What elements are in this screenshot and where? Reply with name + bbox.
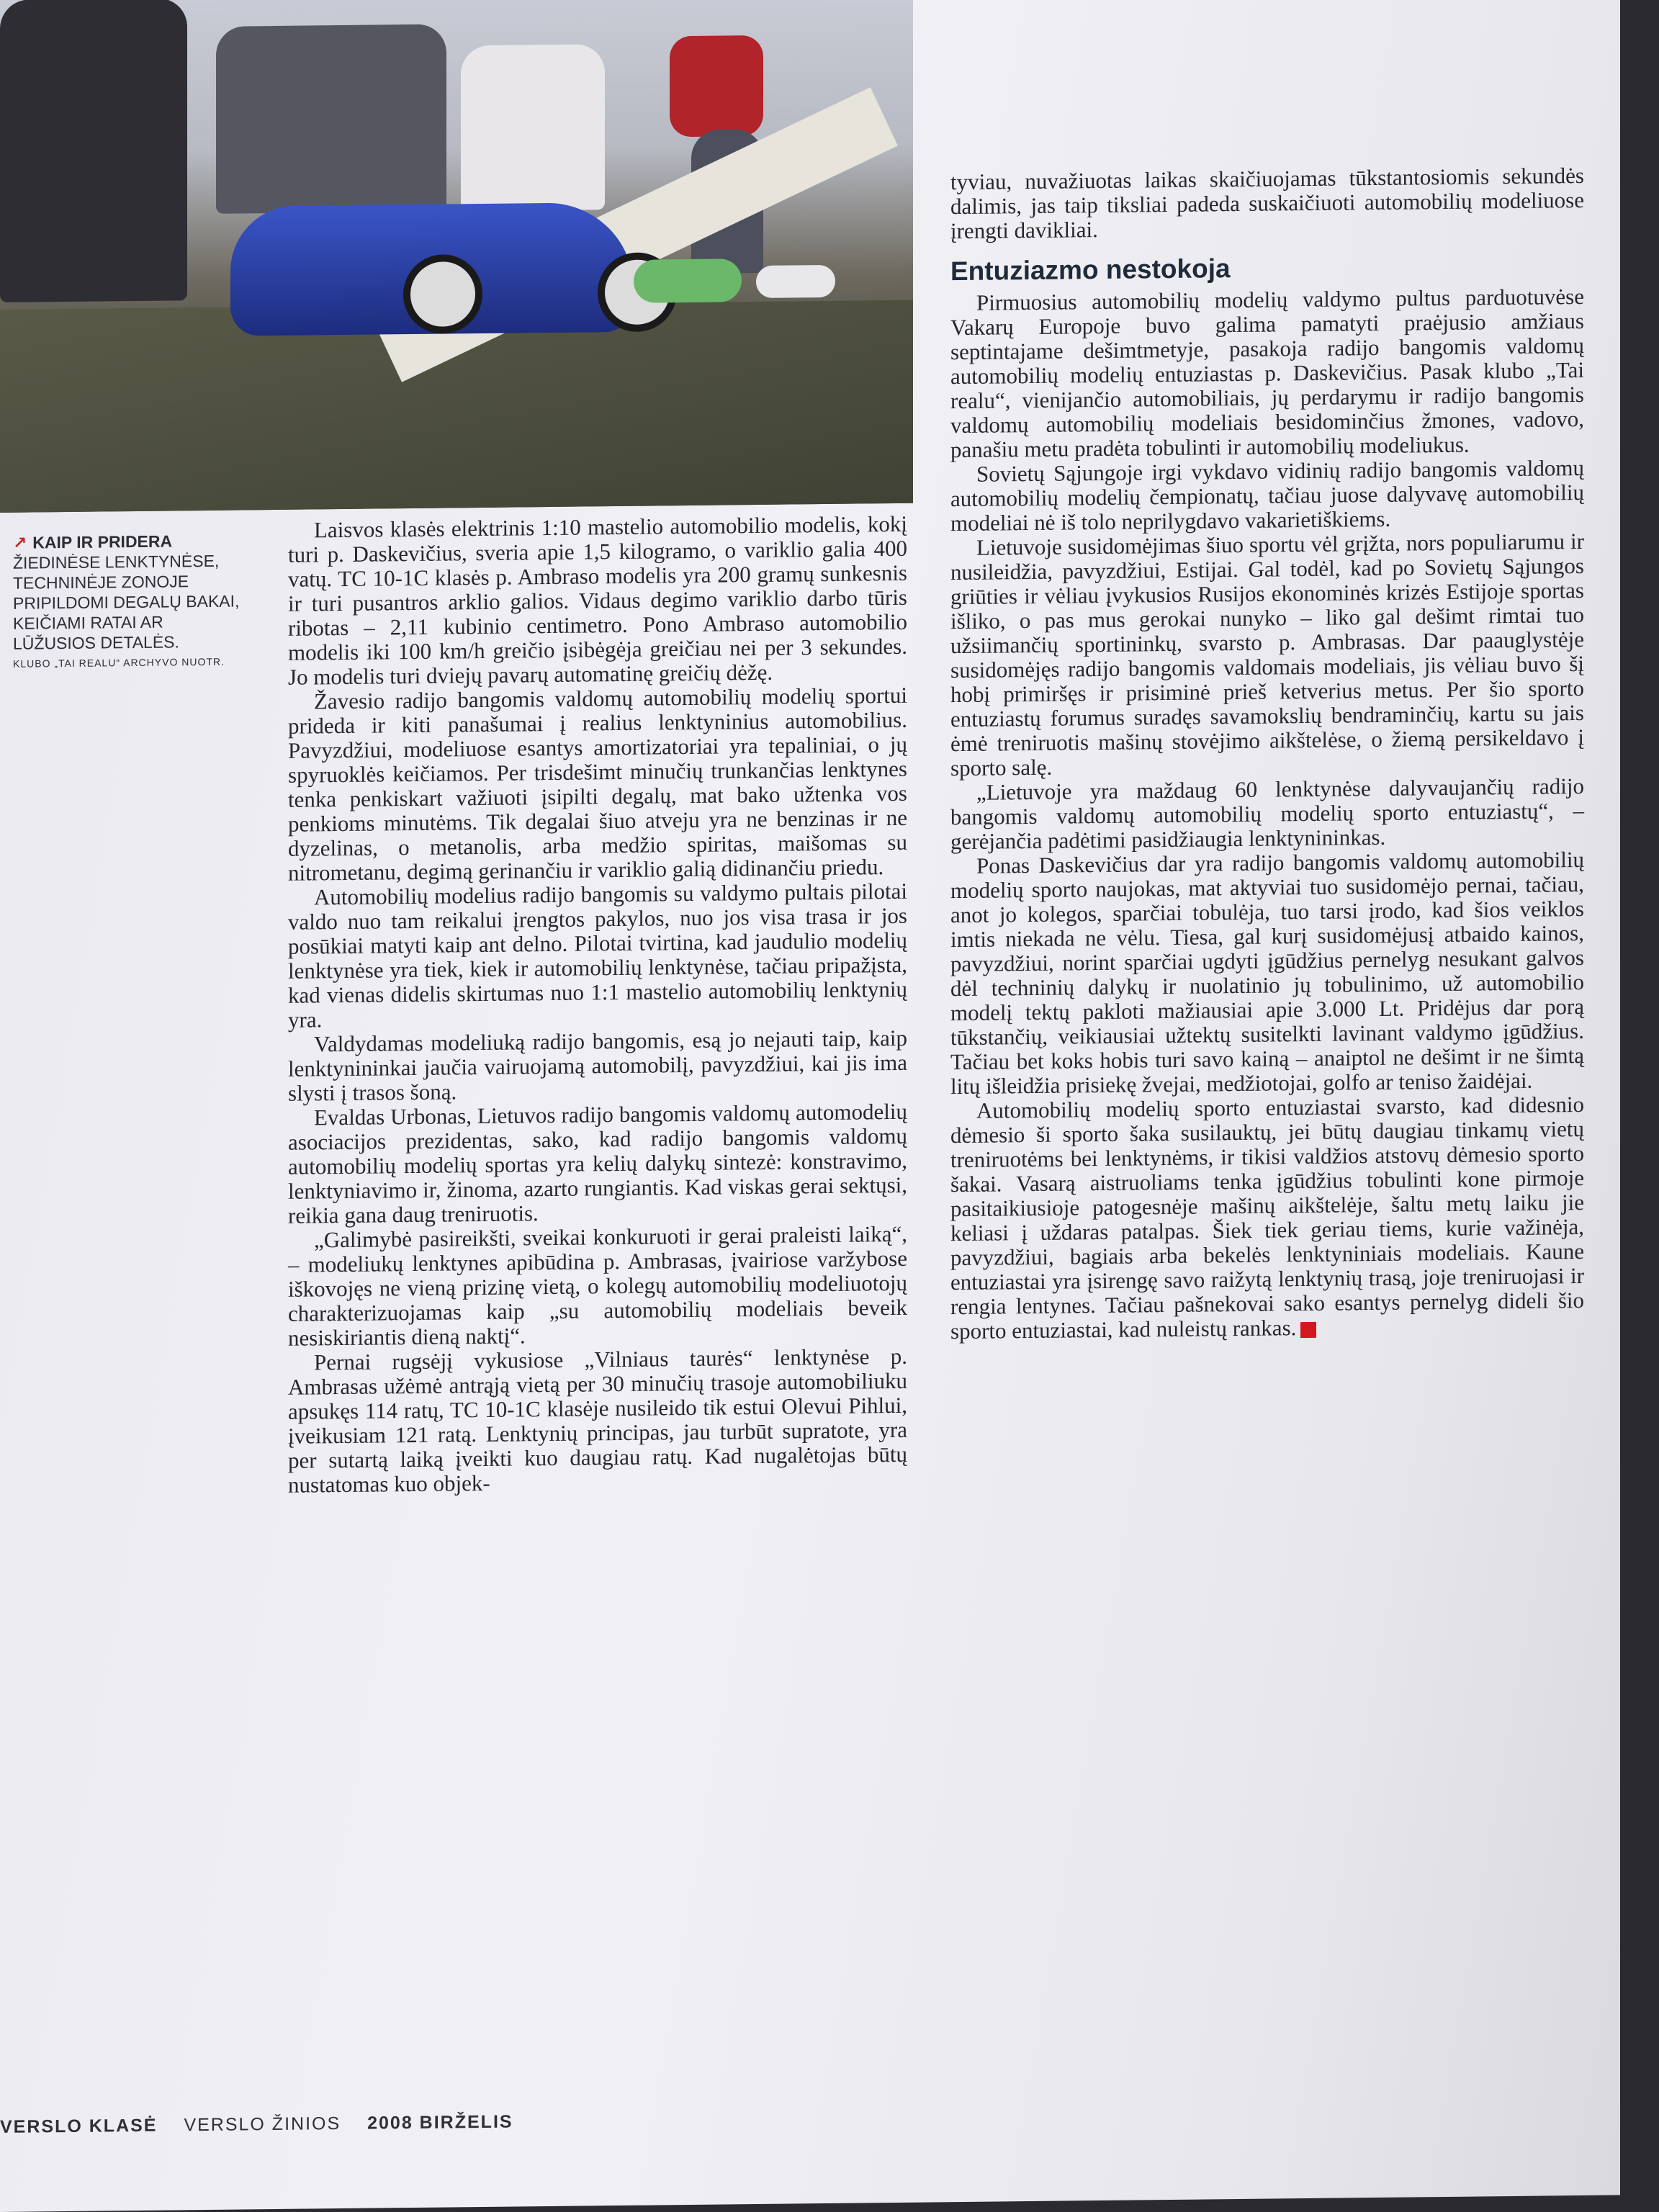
paragraph: Lietuvoje susidomėjimas šiuo sportu vėl grįžta, nors populiarumu ir nusileidžia, pavyzdžiui, Estijai. Gal todėl, kad po Sovietų Sąjungos griūties ir vėliau įvykusios Rusijos ekonominės krizės Estijoje sportas išliko, o pas mus gerokai nunyko – liko gal dešimt rimtai tuo užsiimančių sportininkų, svarsto p. Ambrasas. Dar paauglystėje susidomėjęs radijo bangomis valdomais modeliais, jis vėliau buvo šį hobį primiršęs ir prisiminė prieš ketverius metus. Per šio sporto entuziastų forumus suradęs savamokslių bendraminčių, kartu su jais ėmė treniruotis mašinų stovėjimo aikštelėse, o žiemą persikeldavo į sporto salę. <box>950 528 1584 781</box>
paragraph-continued: tyviau, nuvažiuotas laikas skaičiuojamas tūkstantosiomis sekundės dalimis, jas taip tiksliai padeda suskaičiuoti automobilių modeliuose įrengti davikliai. <box>950 162 1584 244</box>
page-footer <box>0 2110 648 2138</box>
rc-race-photo <box>0 0 913 513</box>
paragraph: Sovietų Sąjungoje irgi vykdavo vidinių radijo bangomis valdomų automobilių modelių čempionatų, tačiau juose dalyvavę automobilių modeliai nė iš tolo neprilygdavo vakarietiškiems. <box>950 454 1584 536</box>
paragraph: Pirmuosius automobilių modelių valdymo pultus parduotuvėse Vakarų Europoje buvo galima pamatyti praėjusio amžiaus septintajame dešimtmetyje, pasakoja radijo bangomis valdomų automobilių modelių entuziastas p. Daskevičius. Pasak klubo „Tai realu“, vienijančio automobiliais, jų perdarymu ir radijo bangomis valdomų automobilių modeliais besidominčius žmones, vadovo, panašiu metu pradėta tobulinti ir automobilių modeliukus. <box>950 283 1584 463</box>
footer-issue: 2008 BIRŽELIS <box>367 2111 513 2134</box>
arrow-icon: ↗ <box>13 533 27 552</box>
paragraph-final <box>950 1092 1584 1344</box>
paragraph: Pernai rugsėjį vykusiose „Vilniaus taurės“ lenktynėse p. Ambrasas užėmė antrąją vietą per 30 minučių trasoje automobiliuku apsukęs 114 ratų, TC 10-1C klasėje nusileido tik estui Olevui Pihlui, įveikusiam 121 ratą. Lenktynių principas, jau turbūt supratote, yra per sutartą laiką įveikti kuo daugiau ratų. Kad nugalėtojas būtų nustatomas kuo objek- <box>288 1343 907 1498</box>
paragraph: „Lietuvoje yra maždaug 60 lenktynėse dalyvaujančių radijo bangomis valdomų automobilių modelių sporto entuziastų“, – gerėjančia padėtimi pasidžiaugia lenktynininkas. <box>950 773 1584 855</box>
photo-caption <box>13 530 251 673</box>
footer-publisher: VERSLO ŽINIOS <box>184 2113 341 2136</box>
paragraph: Laisvos klasės elektrinis 1:10 mastelio automobilio modelis, kokį turi p. Daskevičius, sveria apie 1,5 kilogramo, o variklio galia 400 vatų. TC 10-1C klasės p. Ambraso modelis yra 200 gramų sunkesnis ir turi pusantros arklio galios. Vidaus degimo variklio darbo tūris ribotas – 2,11 kubinio centimetro. Pono Ambraso automobilio modelis iki 100 km/h greičio įsibėgėja greičiau nei per 3 sekundes. Jo modelis turi dviejų pavarų automatinę greičių dėžę. <box>288 511 907 690</box>
paragraph: „Galimybė pasireikšti, sveikai konkuruoti ir gerai praleisti laiką“, – modeliukų lenktynes apibūdina p. Ambrasas, įvairiose varžybose iškovojęs ne vieną prizinę vietą, o kolegų automobilių modeliuotojų charakterizuojamas kaip „su automobilių modeliais beveik nesiskiriantis dieną naktį“. <box>288 1220 907 1351</box>
article-column-right <box>950 163 1584 1344</box>
final-text: Automobilių modelių sporto entuziastai svarsto, kad didesnio dėmesio ši sporto šaka susilauktų, jei būtų daugiau tinkamų vietų treniruotėms bei lenktynėms, ir tikisi valdžios atstovų dėmesio sporto šakai. Vasarą aistruoliams tenka įgūdžius tobulinti kone pirmoje pasitaikiusioje patogesnėje mašinų aikštelėje, šaltu metų laiku jie keliasi į uždaras patalpas. Šiek tiek geriau tiems, kurie važinėja, pavyzdžiui, bagiais arba bekelės lenktyniniais modeliais. Kaune entuziastai yra įsirengę savo raižytą lenktynių trasą, joje treniruojasi ir rengia lentynes. Tačiau pašnekovai sako esantys pernelyg dideli šio sporto entuziastai, kad nuleistų rankas. <box>950 1091 1584 1344</box>
footer-magazine: VERSLO KLASĖ <box>0 2115 158 2137</box>
end-mark-icon <box>1300 1322 1316 1338</box>
caption-heading: KAIP IR PRIDERA <box>32 531 173 552</box>
article-column-middle <box>288 512 907 1498</box>
paragraph: Automobilių modelius radijo bangomis su valdymo pultais pilotai valdo nuo tam reikalui įrengtos pakylos, nuo jos visa trasa ir jos posūkiai matyti kaip ant delno. Pilotai tvirtina, kad jaudulio modelių lenktynėse yra tiek, kiek ir automobilių lenktynėse, tačiau pripažįsta, kad vienas didelis skirtumas nuo 1:1 mastelio automobilių lenktynių yra. <box>288 878 907 1033</box>
paragraph: Žavesio radijo bangomis valdomų automobilių modelių sportui prideda ir kiti panašumai į realius lenktyninius automobilius. Pavyzdžiui, modeliuose esantys amortizatoriai yra tepaliniai, o jų spyruoklės keičiamos. Per trisdešimt minučių trunkančias lenktynes tenka penkiskart važiuoti įsipilti degalų, mat bako užtenka vos penkioms minutėms. Tik degalai šiuo atveju yra ne benzinas ir ne dyzelinas, o metanolis, arba medžio spiritas, maišomas su nitrometanu, degimą gerinančiu ir variklio galią didinančiu priedu. <box>288 682 907 886</box>
section-heading: Entuziazmo nestokoja <box>950 253 1231 287</box>
paragraph: Valdydamas modeliuką radijo bangomis, esą jo nejauti taip, kaip lenktynininkai jaučia vairuojamą automobilį, pavyzdžiui, kai jis ima slysti į trasos šoną. <box>288 1025 907 1106</box>
paragraph: Evaldas Urbonas, Lietuvos radijo bangomis valdomų automodelių asociacijos prezidentas, sako, kad radijo bangomis valdomų automobilių modelių sportas yra kelių dalykų sintezė: konstravimo, lenktyniavimo ir, žinoma, azarto rungiantis. Kad viskas gerai sektųsi, reikia gana daug treniruotis. <box>288 1098 907 1228</box>
caption-credit: KLUBO „TAI REALU“ ARCHYVO NUOTR. <box>13 655 225 670</box>
paragraph: Ponas Daskevičius dar yra radijo bangomis valdomų automobilių modelių sporto naujokas, mat aktyviai tuo susidomėjo pernai, tačiau, anot jo kolegos, sparčiai tobulėja, tuo tarsi įrodo, kad šios veiklos imtis niekada ne vėlu. Tiesa, gal kurį susidomėjusį atbaido kainos, pavyzdžiui, norint sparčiai ugdyti įgūdžius pernelyg nesukant galvos dėl techninių dalykų ir nuolatinio jų tobulinimo, už automobilio modelį tektų pakloti mažiausiai apie 3.000 Lt. Pridėjus dar porą tūkstančių, veikiausiai užtektų susitelkti lavinant valdymo įgūdžius. Tačiau bet koks hobis turi savo kainą – anaiptol ne dešimt ir ne šimtą litų išleidžia prisiekę žvejai, medžiotojai, golfo ar teniso žaidėjai. <box>950 846 1584 1100</box>
caption-body: ŽIEDINĖSE LENKTYNĖSE, TECHNINĖJE ZONOJE PRIPILDOMI DEGALŲ BAKAI, KEIČIAMI RATAI AR LŪŽUSIOS DETALĖS. <box>13 551 240 653</box>
